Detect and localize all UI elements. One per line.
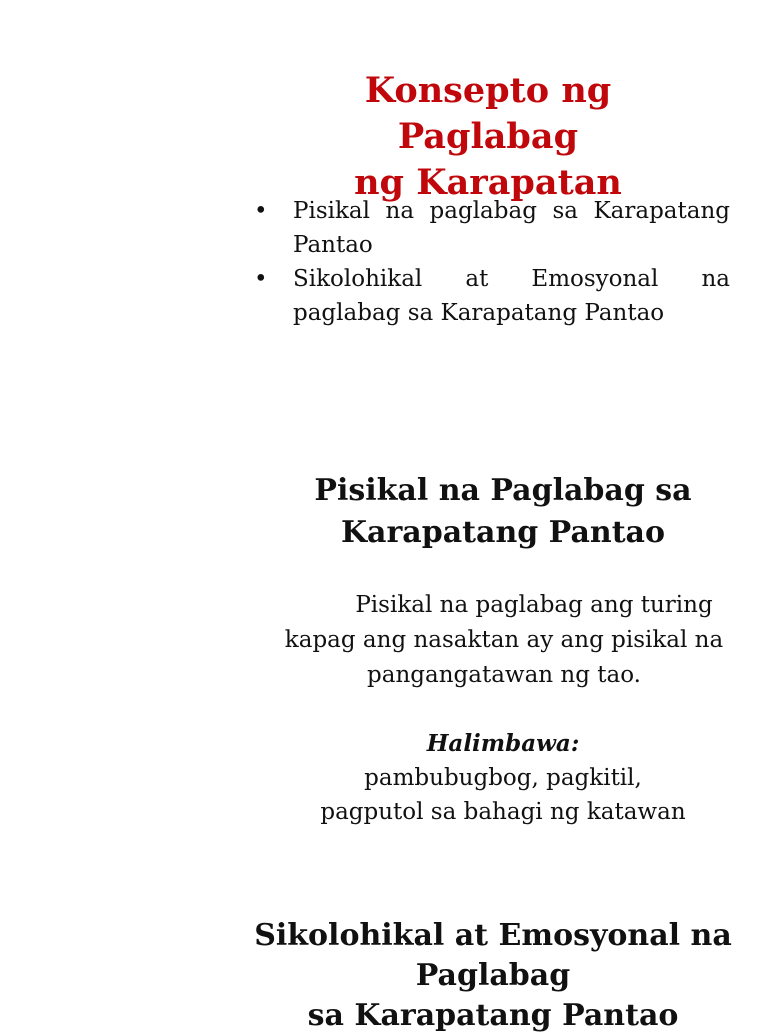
- heading-line-2: Paglabag: [415, 958, 571, 993]
- heading-line-3: sa Karapatang Pantao: [307, 998, 679, 1033]
- example-label: Halimbawa:: [426, 730, 580, 757]
- physical-definition-paragraph: [278, 588, 730, 693]
- section-heading-physical: [278, 470, 728, 554]
- example-line-1: pambubugbog, pagkitil,: [364, 765, 642, 791]
- paragraph-line-3: pangangatawan ng tao.: [367, 662, 641, 688]
- section-heading-psychological: [238, 916, 748, 1036]
- slide-title-line-1: Konsepto ng Paglabag: [364, 70, 612, 157]
- slide-title: [278, 68, 698, 206]
- bullet-text: Sikolohikal at Emosyonal na paglabag sa Karapatang Pantao: [293, 266, 730, 326]
- bullet-item-psychological: [254, 262, 730, 330]
- paragraph-line-2: kapag ang nasaktan ay ang pisikal na: [284, 627, 724, 653]
- bullet-dot: •: [254, 266, 268, 292]
- example-line-2: pagputol sa bahagi ng katawan: [320, 799, 686, 825]
- heading-line-2: Karapatang Pantao: [340, 515, 665, 550]
- bullet-item-physical: [254, 194, 730, 262]
- bullet-text: Pisikal na paglabag sa Karapatang Pantao: [293, 198, 730, 258]
- physical-example-block: [278, 727, 728, 829]
- slide-title-line-2: ng Karapatan: [354, 162, 622, 203]
- heading-line-1: Sikolohikal at Emosyonal na: [254, 918, 732, 953]
- bullet-dot: •: [254, 198, 268, 224]
- concept-bullet-list: [254, 194, 730, 330]
- heading-line-1: Pisikal na Paglabag sa: [314, 473, 692, 508]
- paragraph-line-1: Pisikal na paglabag ang turing: [355, 592, 713, 618]
